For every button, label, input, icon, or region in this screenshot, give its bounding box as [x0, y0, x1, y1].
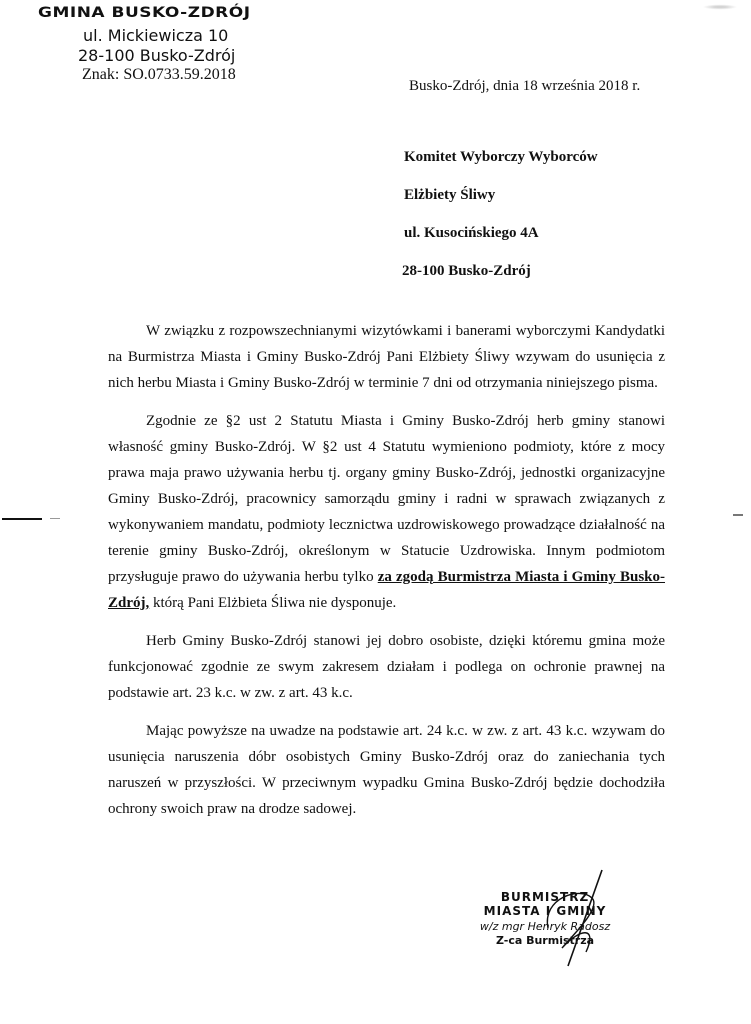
paragraph-2-outro: którą Pani Elżbieta Śliwa nie dysponuje. — [149, 595, 397, 611]
paragraph-2-underlined: za zgodą Burmistrza Miasta i Gminy Busko-Zdrój, — [108, 569, 665, 611]
signature-title-1: BURMISTRZ — [500, 890, 590, 904]
fold-mark-left — [2, 518, 42, 520]
fold-mark-right — [733, 514, 743, 516]
signatory-name: w/z mgr Henryk Radosz — [479, 920, 611, 933]
paragraph-3 — [108, 628, 665, 706]
paragraph-2-intro: Zgodnie ze §2 ust 2 Statutu Miasta i Gminy Busko-Zdrój herb gminy stanowi własność gminy Busko-Zdrój. W §2 ust 4 Statutu wymieniono podmioty, które z mocy prawa maja prawo używania herbu tj. organy gminy Busko-Zdrój, jednostki organizacyjne Gminy Busko-Zdrój, pracownicy samorządu gminy i radni w sprawach związanych z wykonywaniem mandatu, podmioty lecznictwa uzdrowiskowego prowadzące działalność na terenie gminy Busko-Zdrój, określonym w Statucie Uzdrowiska. Innym podmiotom przysługuje prawo do używania herbu tylko — [108, 413, 665, 585]
paragraph-3-text: Herb Gminy Busko-Zdrój stanowi jej dobro osobiste, dzięki któremu gmina może funkcjonować zgodnie ze swym zakresem działam i podlega on ochronie prawnej na podstawie art. 23 k.c. w zw. z art. 43 k.c. — [108, 633, 665, 701]
fold-mark-left-dash — [50, 518, 60, 519]
signature-title-2: MIASTA I GMINY — [483, 904, 607, 918]
recipient-line-2: Elżbiety Śliwy — [404, 187, 496, 203]
paragraph-4 — [108, 718, 665, 822]
recipient-line-4: 28-100 Busko-Zdrój — [402, 263, 531, 279]
recipient-line-3: ul. Kusocińskiego 4A — [404, 225, 539, 241]
scan-artifact — [700, 4, 740, 10]
paragraph-1 — [108, 318, 665, 396]
paragraph-4-text: Mając powyższe na uwadze na podstawie art. 24 k.c. w zw. z art. 43 k.c. wzywam do usunięcia naruszenia dóbr osobistych Gminy Busko-Zdrój oraz do zaniechania tych naruszeń w przyszłości. W przeciwnym wypadku Gmina Busko-Zdrój będzie dochodziła ochrony swoich praw na drodze sadowej. — [108, 723, 665, 817]
recipient-line-1: Komitet Wyborczy Wyborców — [404, 149, 598, 165]
sender-name: GMINA BUSKO-ZDRÓJ — [38, 4, 251, 21]
paragraph-2-text — [108, 408, 665, 616]
date-line: Busko-Zdrój, dnia 18 września 2018 r. — [409, 78, 641, 94]
paragraph-2 — [108, 408, 665, 616]
sender-city: 28-100 Busko-Zdrój — [78, 46, 236, 65]
signatory-role: Z-ca Burmistrza — [495, 934, 595, 947]
reference-number: Znak: SO.0733.59.2018 — [82, 66, 236, 83]
paragraph-1-text: W związku z rozpowszechnianymi wizytówkami i banerami wyborczymi Kandydatki na Burmistrza Miasta i Gminy Busko-Zdrój Pani Elżbiety Śliwy wzywam do usunięcia z nich herbu Miasta i Gminy Busko-Zdrój w terminie 7 dni od otrzymania niniejszego pisma. — [108, 323, 665, 391]
sender-street: ul. Mickiewicza 10 — [83, 26, 229, 45]
signature-block — [470, 890, 620, 947]
